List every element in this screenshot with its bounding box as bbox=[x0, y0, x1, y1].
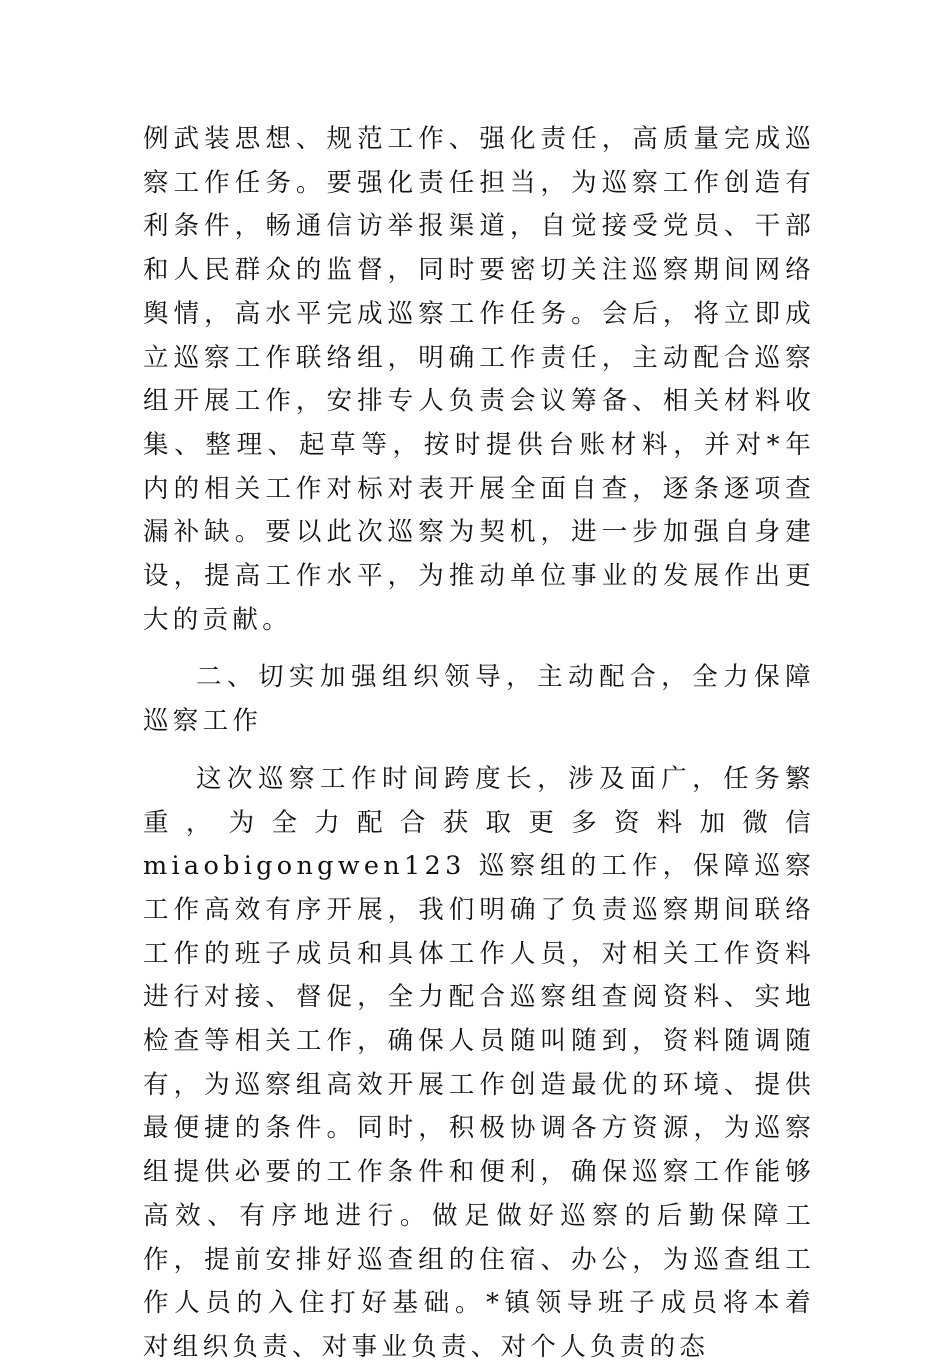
document-body bbox=[143, 118, 815, 1370]
paragraph-section-body: 这次巡察工作时间跨度长，涉及面广，任务繁重，为全力配合获取更多资料加微信 miaobigongwen123 巡察组的工作，保障巡察工作高效有序开展，我们明确了负责巡察期间联络工作的班子成员和具体工作人员，对相关工作资料进行对接、督促，全力配合巡察组查阅资料、实地检查等相关工作，确保人员随叫随到，资料随调随有，为巡察组高效开展工作创造最优的环境、提供最便捷的条件。同时，积极协调各方资源，为巡察组提供必要的工作条件和便利，确保巡察工作能够高效、有序地进行。做足做好巡察的后勤保障工作，提前安排好巡查组的住宿、办公，为巡查组工作人员的入住打好基础。*镇领导班子成员将本着对组织负责、对事业负责、对个人负责的态 bbox=[143, 763, 815, 1362]
paragraph-continued: 例武装思想、规范工作、强化责任，高质量完成巡察工作任务。要强化责任担当，为巡察工作创造有利条件，畅通信访举报渠道，自觉接受党员、干部和人民群众的监督，同时要密切关注巡察期间网络舆情，高水平完成巡察工作任务。会后，将立即成立巡察工作联络组，明确工作责任，主动配合巡察组开展工作，安排专人负责会议筹备、相关材料收集、整理、起草等，按时提供台账材料，并对*年内的相关工作对标对表开展全面自查，逐条逐项查漏补缺。要以此次巡察为契机，进一步加强自身建设，提高工作水平，为推动单位事业的发展作出更大的贡献。 bbox=[143, 124, 815, 635]
section-heading: 二、切实加强组织领导，主动配合，全力保障巡察工作 bbox=[143, 662, 815, 737]
